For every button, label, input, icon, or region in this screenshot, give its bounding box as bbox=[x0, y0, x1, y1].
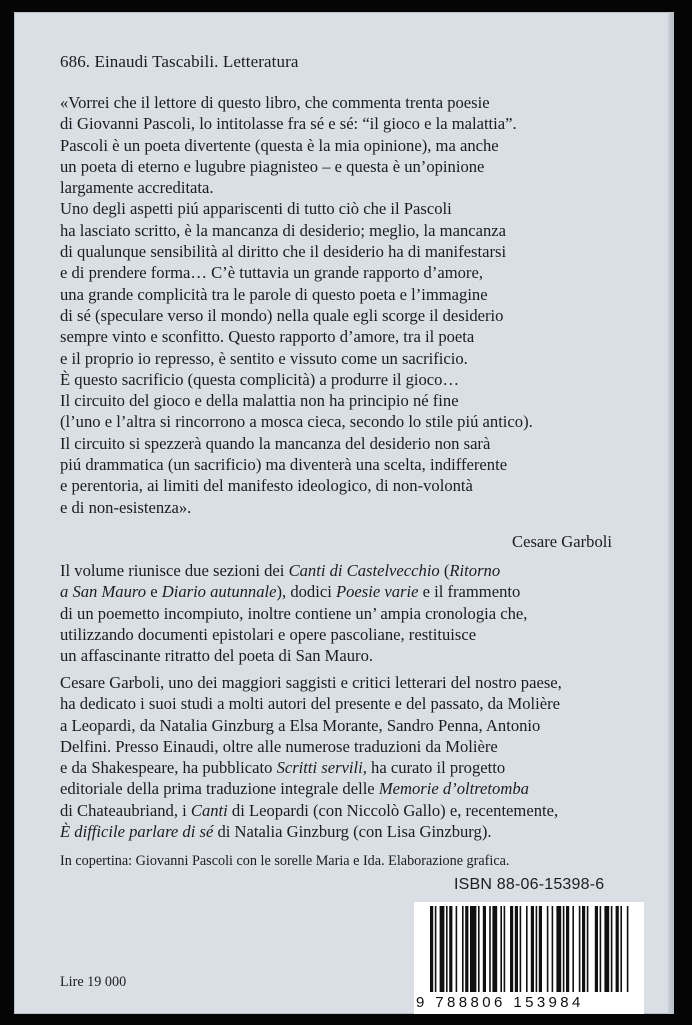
isbn-label: ISBN 88-06-15398-6 bbox=[454, 876, 605, 893]
quote-line: piú drammatica (un sacrificio) ma diventerà una scelta, indifferente bbox=[60, 455, 508, 475]
text-run: e da Shakespeare, ha pubblicato bbox=[60, 758, 277, 778]
section-title: Diario autunnale bbox=[161, 582, 277, 602]
quote-line: di qualunque sensibilità al diritto che il desiderio ha di manifestarsi bbox=[60, 242, 507, 262]
cover-credit: In copertina: Giovanni Pascoli con le sorelle Maria e Ida. Elaborazione grafica. bbox=[60, 853, 510, 869]
text-run: di Leopardi (con Niccolò Gallo) e, recentemente, bbox=[227, 800, 559, 820]
text-run: e il frammento bbox=[418, 582, 521, 602]
section-title: a San Mauro bbox=[60, 582, 147, 602]
quote-line: Il circuito del gioco e della malattia non ha principio né fine bbox=[60, 391, 459, 411]
volume-line: di un poemetto incompiuto, inoltre contiene un’ ampia cronologia che, bbox=[60, 603, 528, 623]
quote-line: di sé (speculare verso il mondo) nella quale egli scorge il desiderio bbox=[60, 305, 504, 325]
bio-line bbox=[60, 778, 660, 799]
quote-line: largamente accreditata. bbox=[60, 178, 214, 198]
volume-line: utilizzando documenti epistolari e opere pascoliane, restituisce bbox=[60, 624, 477, 644]
bio-line bbox=[60, 800, 660, 821]
book-title: Canti di Castelvecchio bbox=[288, 561, 440, 580]
text-run: editoriale della prima traduzione integrale delle bbox=[60, 779, 379, 799]
bio-line: a Leopardi, da Natalia Ginzburg a Elsa Morante, Sandro Penna, Antonio bbox=[60, 715, 541, 735]
quote-line: una grande complicità tra le parole di questo poeta e l’immagine bbox=[60, 284, 488, 304]
barcode-digits: 9 788806 153984 bbox=[416, 994, 584, 1011]
book-title: È difficile parlare di sé bbox=[60, 822, 214, 842]
quote-line: e di non-esistenza». bbox=[60, 497, 192, 517]
quote-line: e perentoria, ai limiti del manifesto ideologico, di non-volontà bbox=[60, 476, 473, 496]
bio-line bbox=[60, 821, 660, 842]
section-title: Ritorno bbox=[449, 561, 501, 580]
quote-line: «Vorrei che il lettore di questo libro, che commenta trenta poesie bbox=[60, 93, 490, 112]
volume-line bbox=[60, 581, 656, 602]
text-run: , ha curato il progetto bbox=[362, 758, 506, 778]
quote-line: sempre vinto e sconfitto. Questo rapporto d’amore, tra il poeta bbox=[60, 327, 475, 347]
quote-line: Uno degli aspetti piú appariscenti di tutto ciò che il Pascoli bbox=[60, 199, 452, 219]
author-bio bbox=[60, 672, 660, 842]
quote-line: È questo sacrificio (questa complicità) a produrre il gioco… bbox=[60, 369, 460, 389]
volume-line: un affascinante ritratto del poeta di San Mauro. bbox=[60, 646, 374, 666]
text-run: di Natalia Ginzburg (con Lisa Ginzburg). bbox=[213, 822, 492, 842]
quote-line: Il circuito si spezzerà quando la mancanza del desiderio non sarà bbox=[60, 433, 491, 453]
quote-author: Cesare Garboli bbox=[512, 532, 612, 551]
barcode-bars bbox=[414, 902, 644, 998]
bio-line: Delfini. Presso Einaudi, oltre alle numerose traduzioni da Molière bbox=[60, 736, 498, 756]
price: Lire 19 000 bbox=[60, 974, 127, 990]
quote-line: e di prendere forma… C’è tuttavia un grande rapporto d’amore, bbox=[60, 263, 483, 283]
cover-edge-shadow bbox=[668, 12, 674, 1014]
volume-line bbox=[60, 560, 656, 581]
quote-line: (l’uno e l’altra si rincorrono a mosca cieca, secondo lo stile piú antico). bbox=[60, 412, 533, 432]
text-run: e bbox=[146, 582, 162, 602]
barcode bbox=[414, 902, 644, 1014]
text-run: ), dodici bbox=[276, 582, 336, 602]
book-title: Canti bbox=[190, 800, 228, 820]
section-title: Poesie varie bbox=[335, 582, 419, 602]
bio-line: ha dedicato i suoi studi a molti autori del presente e del passato, da Molière bbox=[60, 694, 560, 714]
bio-line bbox=[60, 757, 660, 778]
quote-line: Pascoli è un poeta divertente (questa è la mia opinione), ma anche bbox=[60, 135, 499, 155]
series-title: 686. Einaudi Tascabili. Letteratura bbox=[60, 52, 299, 71]
quote-line: di Giovanni Pascoli, lo intitolasse fra sé e sé: “il gioco e la malattia”. bbox=[60, 114, 517, 134]
book-back-cover bbox=[14, 12, 674, 1014]
garboli-quote bbox=[60, 92, 656, 518]
quote-line: ha lasciato scritto, è la mancanza di desiderio; meglio, la mancanza bbox=[60, 220, 506, 240]
quote-line: e il proprio io represso, è sentito e vissuto come un sacrificio. bbox=[60, 348, 468, 368]
text-run: di Chateaubriand, i bbox=[60, 800, 191, 820]
book-title: Scritti servili bbox=[276, 758, 363, 778]
text-run: ( bbox=[439, 561, 450, 580]
book-title: Memorie d’oltretomba bbox=[378, 779, 529, 799]
quote-line: un poeta di eterno e lugubre piagnisteo – e questa è un’opinione bbox=[60, 156, 485, 176]
volume-description bbox=[60, 560, 656, 666]
bio-line: Cesare Garboli, uno dei maggiori saggisti e critici letterari del nostro paese, bbox=[60, 673, 562, 692]
text-run: Il volume riunisce due sezioni dei bbox=[60, 561, 289, 580]
